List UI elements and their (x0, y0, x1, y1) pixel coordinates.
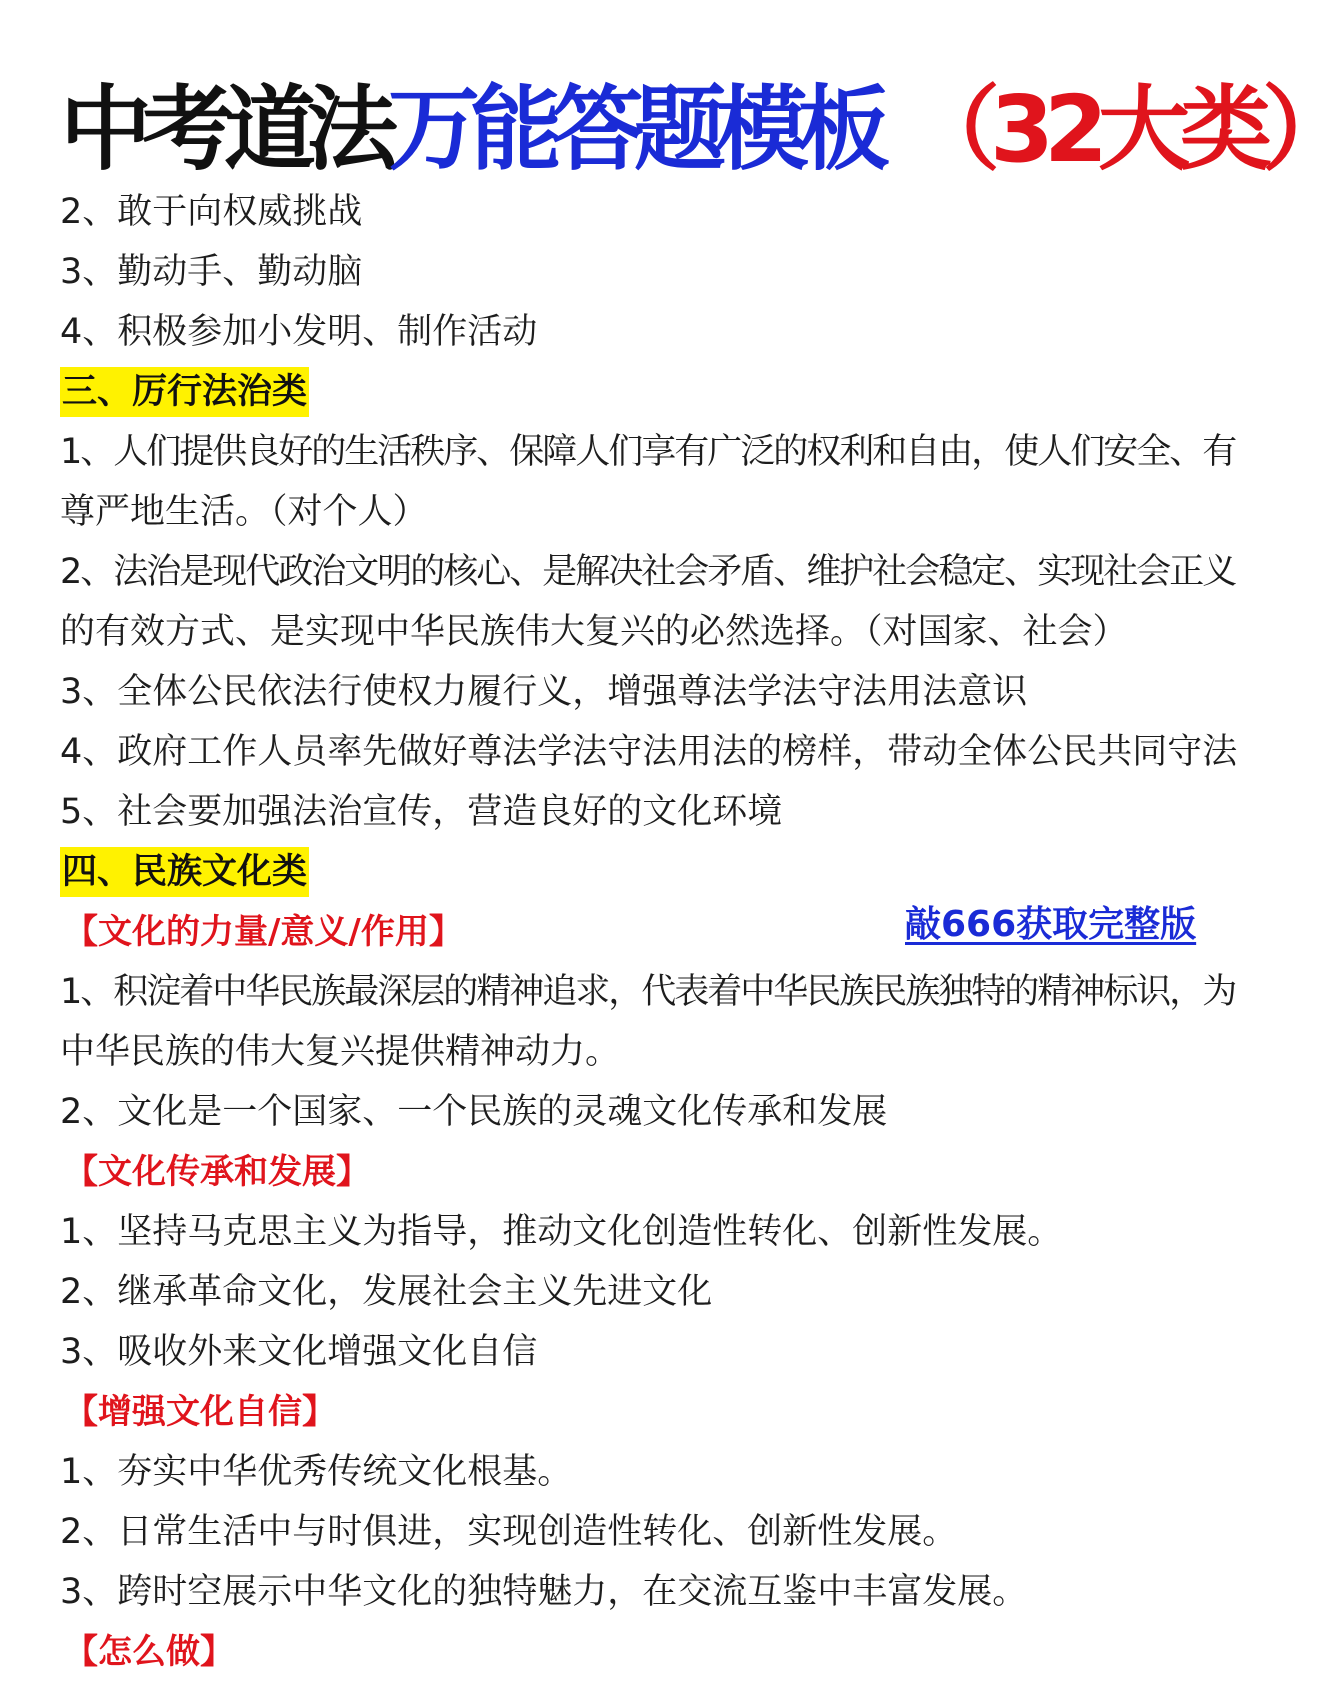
subheading-how-to-do: 【怎么做】 (64, 1632, 234, 1672)
list-item: 1、人们提供良好的生活秩序、保障人们享有广泛的权利和自由，使人们安全、有 (60, 432, 1236, 472)
list-item: 3、全体公民依法行使权力履行义，增强尊法学法守法用法意识 (60, 672, 1028, 712)
promo-link[interactable]: 敲666获取完整版 (905, 904, 1197, 945)
list-item: 2、继承革命文化，发展社会主义先进文化 (60, 1272, 713, 1312)
title-part-red: （32大类） (908, 76, 1344, 183)
section-heading-row (60, 842, 1224, 902)
section-heading-rule-of-law: 三、厉行法治类 (60, 367, 309, 417)
section-heading-national-culture: 四、民族文化类 (60, 847, 309, 897)
list-item: 3、勤动手、勤动脑 (60, 252, 363, 292)
list-item: 2、文化是一个国家、一个民族的灵魂文化传承和发展 (60, 1092, 888, 1132)
list-item-continued: 尊严地生活。（对个人） (60, 492, 428, 532)
list-item: 3、吸收外来文化增强文化自信 (60, 1332, 538, 1372)
subheading-cultural-confidence: 【增强文化自信】 (64, 1392, 336, 1432)
list-item: 2、日常生活中与时俱进，实现创造性转化、创新性发展。 (60, 1512, 958, 1552)
list-item-continued: 的有效方式、是实现中华民族伟大复兴的必然选择。（对国家、社会） (60, 612, 1128, 652)
title-part-blue: 万能答题模板 (388, 76, 881, 183)
list-item: 5、社会要加强法治宣传，营造良好的文化环境 (60, 792, 783, 832)
title-part-black: 中考道法 (60, 76, 389, 183)
subheading-culture-inheritance: 【文化传承和发展】 (64, 1152, 370, 1192)
page-title (60, 0, 1344, 183)
subheading-culture-power: 【文化的力量/意义/作用】 (64, 912, 463, 952)
list-item: 3、跨时空展示中华文化的独特魅力，在交流互鉴中丰富发展。 (60, 1572, 1028, 1612)
list-item: 2、法治是现代政治文明的核心、是解决社会矛盾、维护社会稳定、实现社会正义 (60, 552, 1236, 592)
list-item-continued: 中华民族的伟大复兴提供精神动力。 (60, 1032, 621, 1072)
list-item: 1、坚持马克思主义为指导，推动文化创造性转化、创新性发展。 (60, 1212, 1063, 1252)
list-item: 1、夯实中华优秀传统文化根基。 (60, 1452, 573, 1492)
section-heading-row (60, 362, 1224, 422)
list-item: 1、积淀着中华民族最深层的精神追求，代表着中华民族民族独特的精神标识，为 (60, 972, 1236, 1012)
list-item: 4、政府工作人员率先做好尊法学法守法用法的榜样，带动全体公民共同守法 (60, 732, 1238, 772)
list-item: 2、敢于向权威挑战 (60, 192, 363, 232)
list-item: 4、积极参加小发明、制作活动 (60, 312, 538, 352)
